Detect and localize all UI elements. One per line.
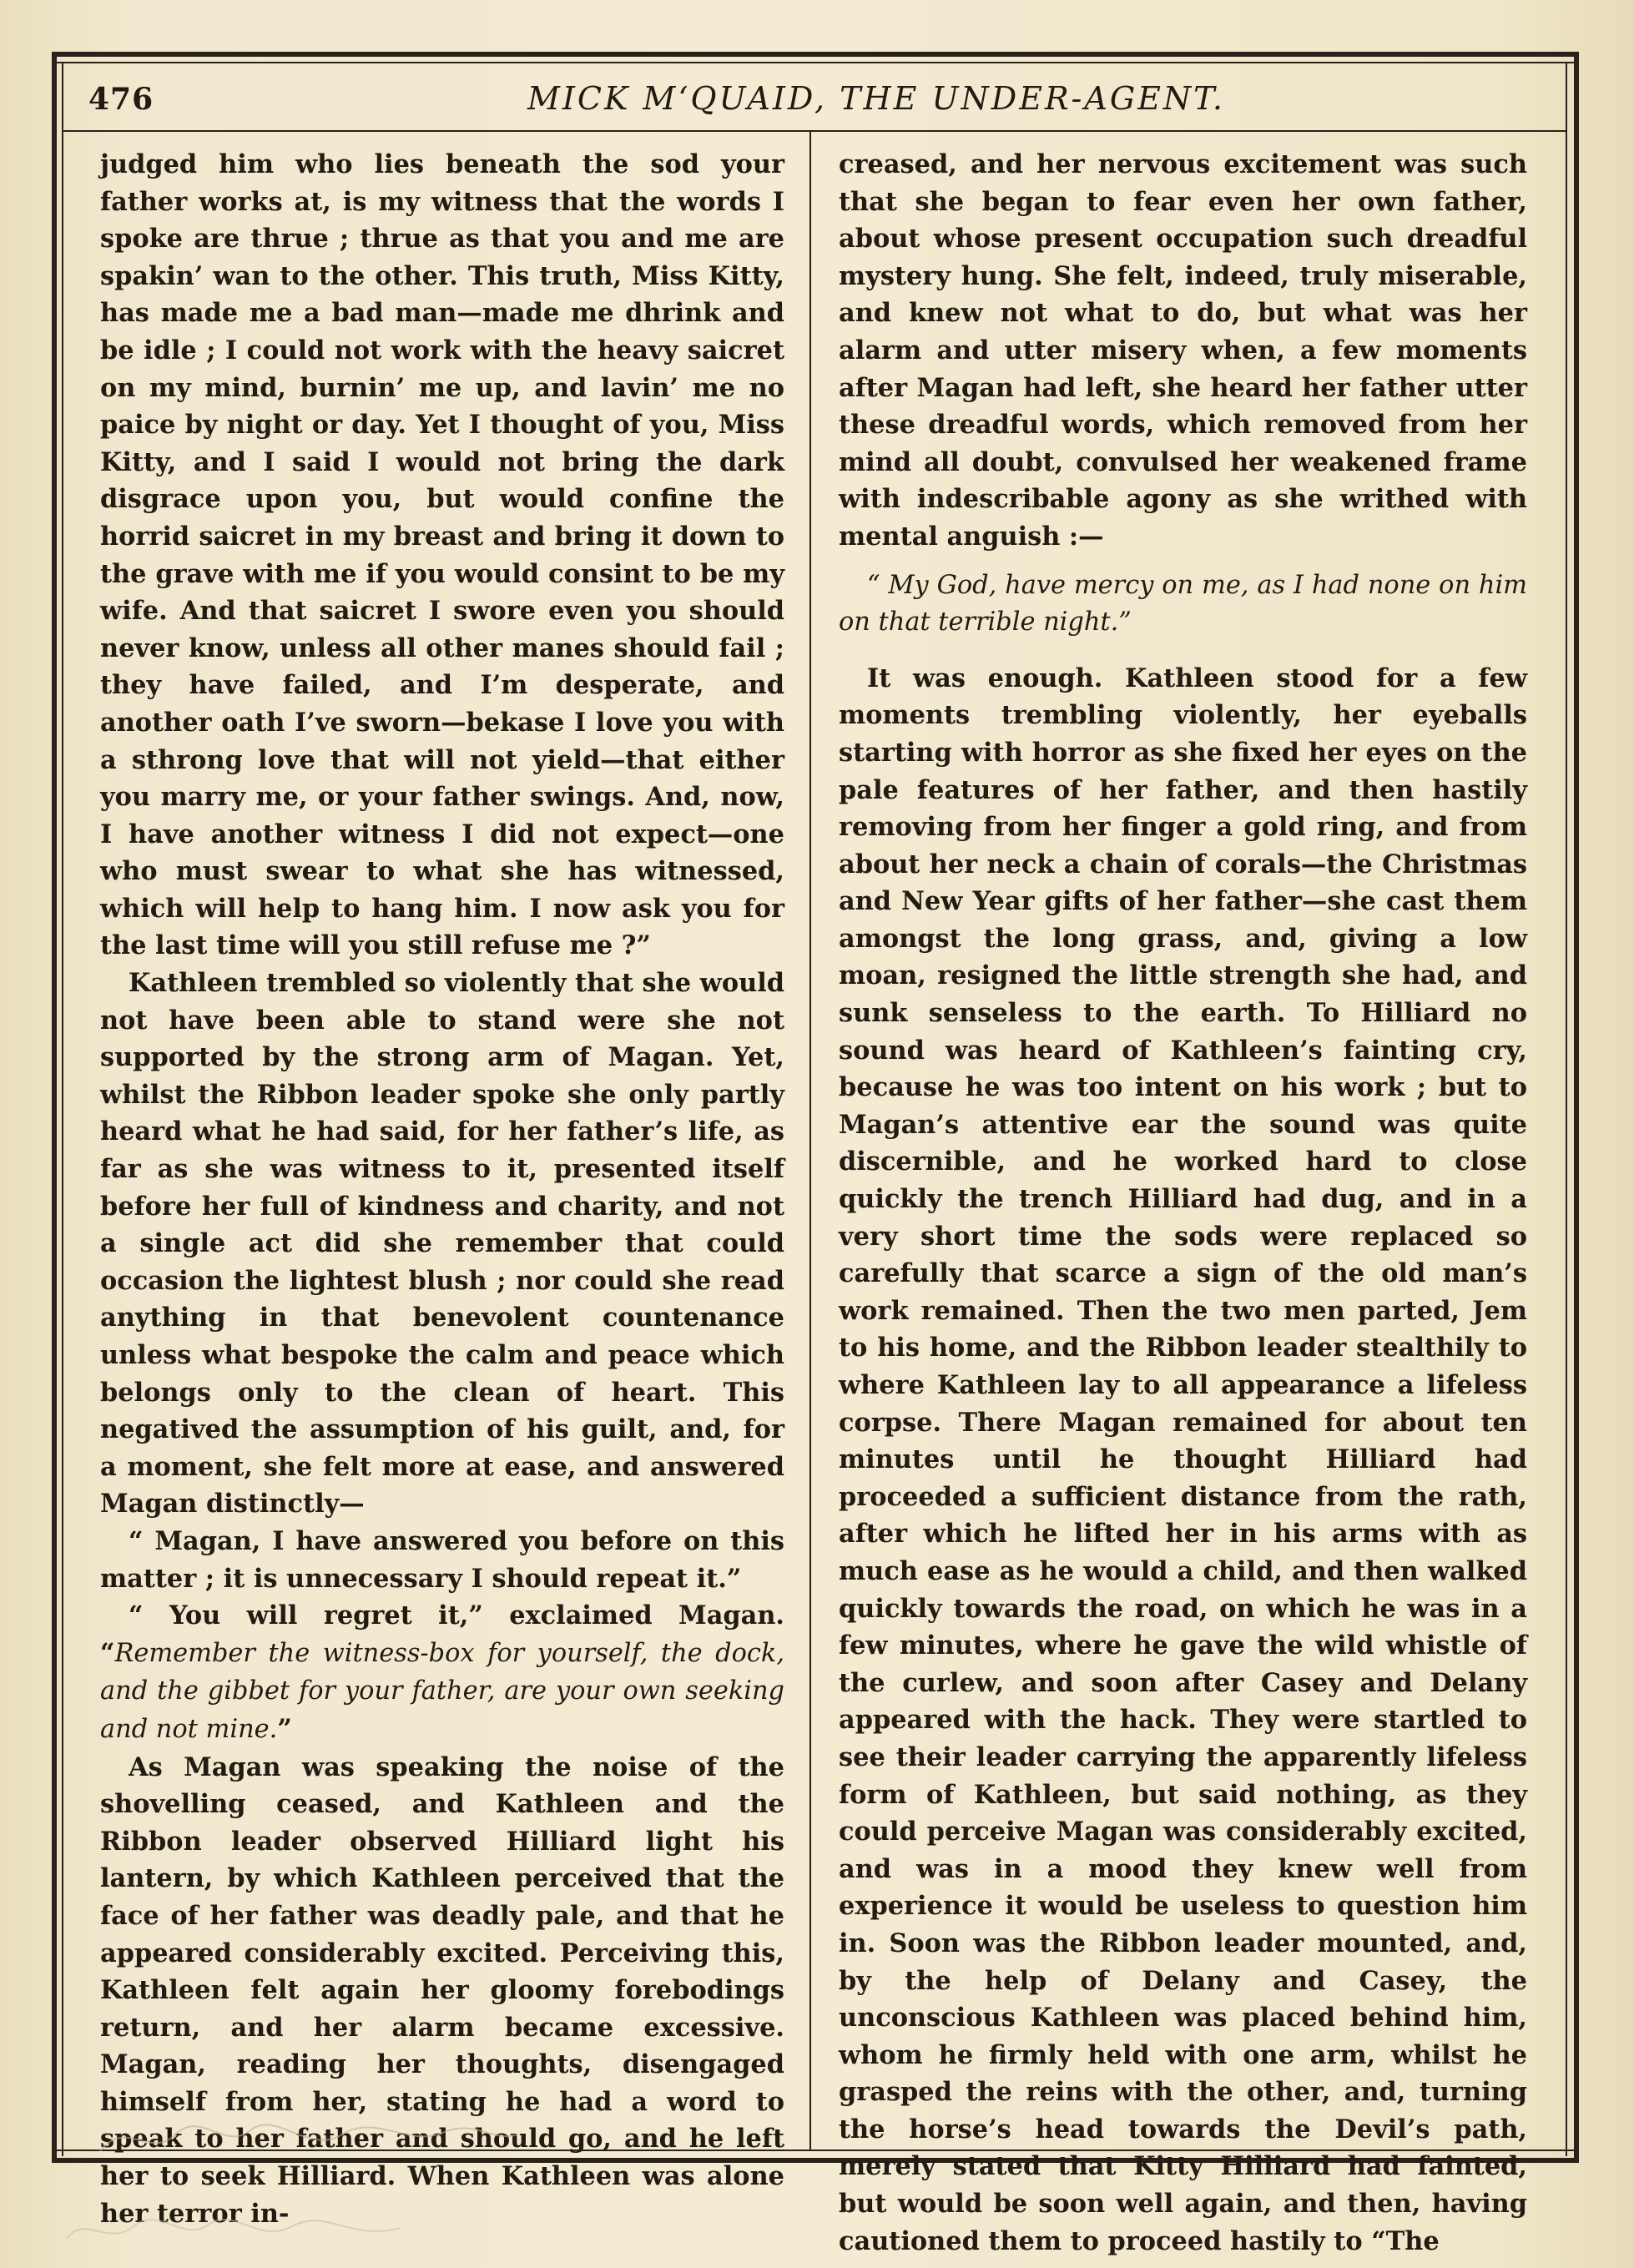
frame-right-inner-rule bbox=[1566, 62, 1567, 2156]
paragraph: It was enough. Kathleen stood for a few moments trembling violently, her eyeballs starting with horror as she fixed her eyes on the pale features of her father, and then hastily removing from her finger a gold ring, and from about her neck a chain of corals—the Christmas and New Year gifts of her father—she cast them amongst the long grass, and, giving a low moan, resigned the little strength she had, and sunk senseless to the earth. To Hilliard no sound was heard of Kathleen’s fainting cry, because he was too intent on his work ; but to Magan’s attentive ear the sound was quite discernible, and he worked hard to close quickly the trench Hilliard had dug, and in a very short time the sods were replaced so carefully that scarce a sign of the old man’s work remained. Then the two men parted, Jem to his home, and the Ribbon leader stealthily to where Kathleen lay to all appearance a lifeless corpse. There Magan remained for about ten minutes until he thought Hilliard had proceeded a sufficient distance from the rath, after which he lifted her in his arms with as much ease as he would a child, and then walked quickly towards the road, on which he was in a few minutes, where he gave the wild whistle of the curlew, and soon after Casey and Delany appeared with the hack. They were startled to see their leader carrying the apparently lifeless form of Kathleen, but said nothing, as they could perceive Magan was considerably excited, and was in a mood they knew well from experience it would be useless to question him in. Soon was the Ribbon leader mounted, and, by the help of Delany and Casey, the unconscious Kathleen was placed behind him, whom he firmly held with one arm, whilst he grasped the reins with the other, and, turning the horse’s head towards the Devil’s path, merely stated that Kitty Hilliard had fainted, but would be soon well again, and then, having cautioned them to proceed hastily to “The bbox=[839, 663, 1527, 2256]
paragraph: creased, and her nervous excitement was such that she began to fear even her own father, about whose present occupation such dreadful mystery hung. She felt, indeed, truly miserable, and knew not what to do, but what was her alarm and utter misery when, a few moments after Magan had left, she heard her father utter these dreadful words, which removed from her mind all doubt, convulsed her weakened frame with indescribable agony as she writhed with mental anguish :— bbox=[839, 149, 1527, 552]
paragraph bbox=[100, 1597, 784, 1748]
faded-handwriting-mark bbox=[92, 2109, 526, 2168]
faded-handwriting-mark bbox=[58, 2201, 409, 2260]
frame-top-thick-rule bbox=[52, 52, 1579, 57]
quote-close: ” bbox=[277, 1713, 292, 1744]
frame-left-outer-rule bbox=[52, 52, 57, 2163]
left-column bbox=[100, 146, 784, 2232]
frame-left-inner-rule bbox=[62, 62, 63, 2156]
quote-open: “ You will regret it,” exclaimed Magan. “ bbox=[100, 1600, 784, 1668]
right-column bbox=[839, 146, 1527, 2260]
frame-top-thin-rule bbox=[52, 62, 1579, 63]
paragraph: judged him who lies beneath the sod your father works at, is my witness that the words I spoke are thrue ; thrue as that you and me are spakin’ wan to the other. This truth, Miss Kitty, has made me a bad man—made me dhrink and be idle ; I could not work with the heavy saicret on my mind, burnin’ me up, and lavin’ me no paice by night or day. Yet I thought of you, Miss Kitty, and I said I would not bring the dark disgrace upon you, but would confine the horrid saicret in my breast and bring it down to the grave with me if you would consint to be my wife. And that saicret I swore even you should never know, unless all other manes should fail ; they have failed, and I’m desperate, and another oath I’ve sworn—bekase I love you with a sthrong love that will not yield—that either you marry me, or your father swings. And, now, I have another witness I did not expect—one who must swear to what she has witnessed, which will help to hang him. I now ask you for the last time will you still refuse me ?” bbox=[100, 149, 784, 961]
column-divider bbox=[809, 132, 811, 2150]
frame-right-outer-rule bbox=[1574, 52, 1579, 2163]
page-number: 476 bbox=[88, 82, 154, 117]
italic-quote: Remember the witness-box for yourself, the dock, and the gibbet for your father, are your own seeking and not mine. bbox=[100, 1638, 784, 1744]
paragraph: As Magan was speaking the noise of the shovelling ceased, and Kathleen and the Ribbon leader observed Hilliard light his lantern, by which Kathleen perceived that the face of her father was deadly pale, and that he appeared considerably excited. Perceiving this, Kathleen felt again her gloomy forebodings return, and her alarm became excessive. Magan, reading her thoughts, disengaged himself from her, stating he had a word to speak to her father and should go, and he left her to seek Hilliard. When Kathleen was alone her terror in- bbox=[100, 1751, 784, 2229]
block-quote: “ My God, have mercy on me, as I had none on him on that terrible night.” bbox=[839, 570, 1527, 638]
paragraph: “ Magan, I have answered you before on this matter ; it is unnecessary I should repeat it.” bbox=[100, 1525, 784, 1594]
running-title: MICK M‘QUAID, THE UNDER-AGENT. bbox=[527, 80, 1226, 117]
header-rule bbox=[63, 130, 1566, 132]
paragraph: Kathleen trembled so violently that she would not have been able to stand were she not supported by the strong arm of Magan. Yet, whilst the Ribbon leader spoke she only partly heard what he had said, for her father’s life, as far as she was witness to it, presented itself before her full of kindness and charity, and not a single act did she remember that could occasion the lightest blush ; nor could she read anything in that benevolent countenance unless what bespoke the calm and peace which belongs only to the clean of heart. This negatived the assumption of his guilt, and, for a moment, she felt more at ease, and answered Magan distinctly— bbox=[100, 968, 784, 1520]
